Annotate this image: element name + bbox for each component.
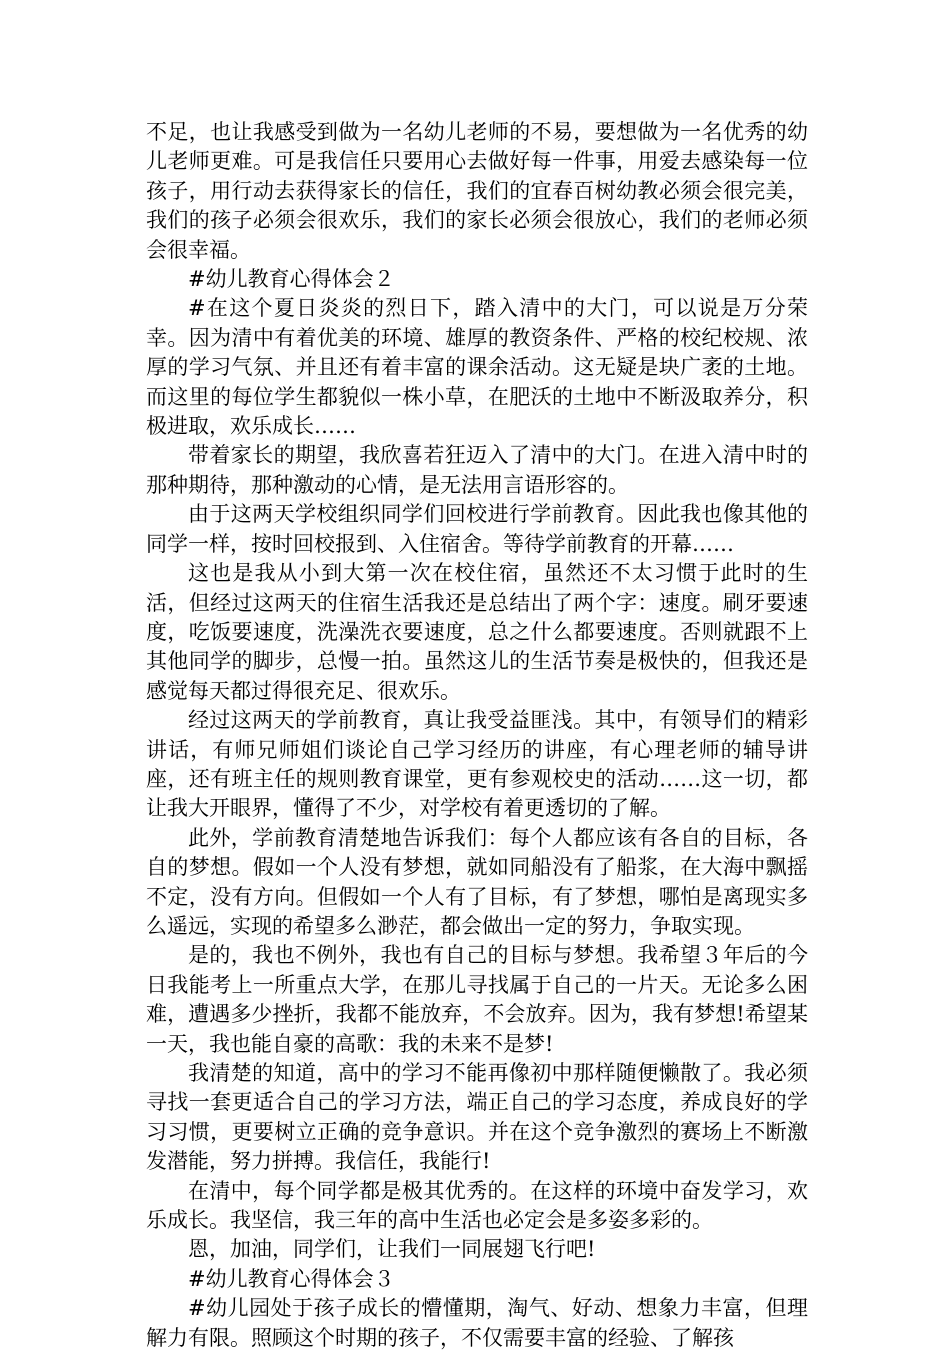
paragraph: 这也是我从小到大第一次在校住宿，虽然还不太习惯于此时的生活，但经过这两天的住宿生活我还是总结出了两个字：速度。刷牙要速度，吃饭要速度，洗澡洗衣要速度，总之什么都要速度。否则就跟不上其他同学的脚步，总慢一拍。虽然这儿的生活节奏是极快的，但我还是感觉每天都过得很充足、很欢乐。 [146, 561, 808, 703]
paragraph: 此外，学前教育清楚地告诉我们：每个人都应该有各自的目标，各自的梦想。假如一个人没有梦想，就如同船没有了船浆，在大海中飘摇不定，没有方向。但假如一个人有了目标，有了梦想，哪怕是离现实多么遥远，实现的希望多么渺茫，都会做出一定的努力，争取实现。 [146, 825, 808, 938]
paragraph: 由于这两天学校组织同学们回校进行学前教育。因此我也像其他的同学一样，按时回校报到、入住宿舍。等待学前教育的开幕…… [146, 502, 808, 556]
paragraph: 经过这两天的学前教育，真让我受益匪浅。其中，有领导们的精彩讲话，有师兄师姐们谈论自己学习经历的讲座，有心理老师的辅导讲座，还有班主任的规则教育课堂，更有参观校史的活动……这一切，都让我大开眼界，懂得了不少，对学校有着更透切的了解。 [146, 708, 808, 821]
section-heading-3: #幼儿教育心得体会３ [188, 1266, 395, 1291]
paragraph: 带着家长的期望，我欣喜若狂迈入了清中的大门。在进入清中时的那种期待，那种激动的心情，是无法用言语形容的。 [146, 443, 808, 497]
paragraph: 我清楚的知道，高中的学习不能再像初中那样随便懒散了。我必须寻找一套更适合自己的学习方法，端正自己的学习态度，养成良好的学习习惯，更要树立正确的竞争意识。并在这个竞争激烈的赛场上不断激发潜能，努力拼搏。我信任，我能行! [146, 1061, 808, 1174]
paragraph: #在这个夏日炎炎的烈日下，踏入清中的大门，可以说是万分荣幸。因为清中有着优美的环境、雄厚的教资条件、严格的校纪校规、浓厚的学习气氛、并且还有着丰富的课余活动。这无疑是块广袤的土地。而这里的每位学生都貌似一株小草，在肥沃的土地中不断汲取养分，积极进取，欢乐成长…… [146, 296, 808, 439]
paragraph: 恩，加油，同学们，让我们一同展翅飞行吧! [188, 1237, 596, 1262]
paragraph: 是的，我也不例外，我也有自己的目标与梦想。我希望３年后的今日我能考上一所重点大学，在那儿寻找属于自己的一片天。无论多么困难，遭遇多少挫折，我都不能放弃，不会放弃。因为，我有梦想!希望某一天，我也能自豪的高歌：我的未来不是梦! [146, 943, 808, 1056]
paragraph: #幼儿园处于孩子成长的懵懂期，淘气、好动、想象力丰富，但理解力有限。照顾这个时期的孩子，不仅需要丰富的经验、了解孩 [146, 1296, 808, 1350]
document-page [146, 118, 808, 1353]
paragraph-continued: 不足，也让我感受到做为一名幼儿老师的不易，要想做为一名优秀的幼儿老师更难。可是我信任只要用心去做好每一件事，用爱去感染每一位孩子，用行动去获得家长的信任，我们的宜春百树幼教必须会很完美，我们的孩子必须会很欢乐，我们的家长必须会很放心，我们的老师必须会很幸福。 [146, 120, 808, 262]
section-heading-2: #幼儿教育心得体会２ [188, 267, 395, 292]
paragraph: 在清中，每个同学都是极其优秀的。在这样的环境中奋发学习，欢乐成长。我坚信，我三年的高中生活也必定会是多姿多彩的。 [146, 1178, 808, 1233]
